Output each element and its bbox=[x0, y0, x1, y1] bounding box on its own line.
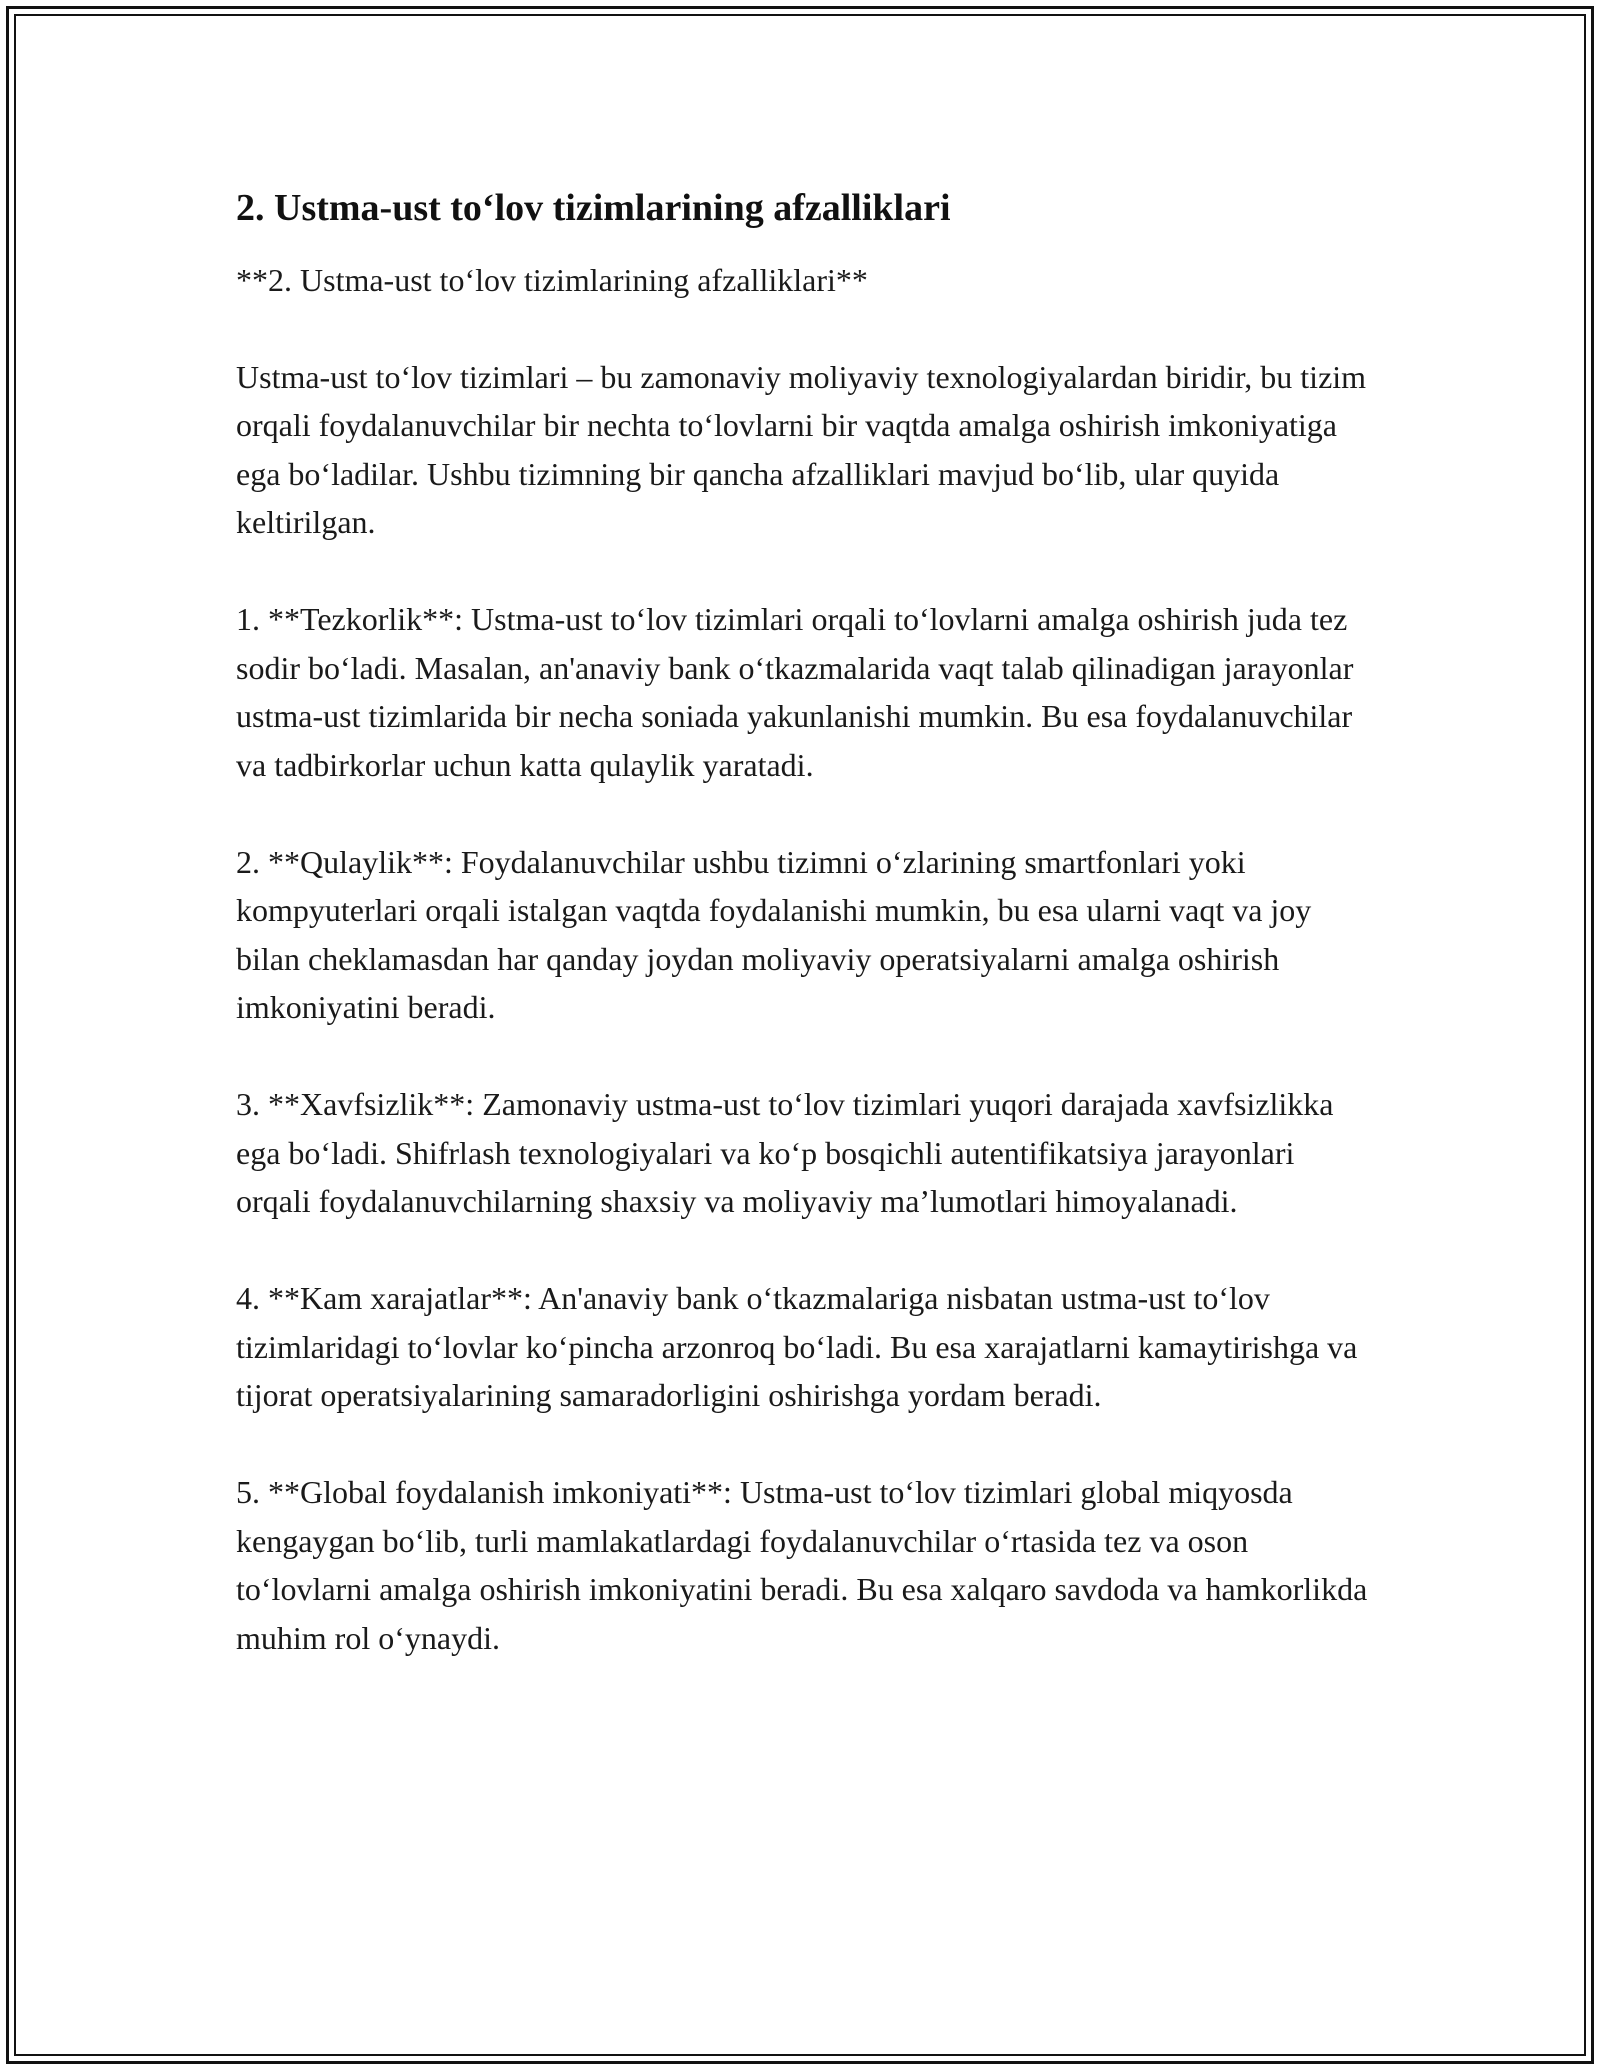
paragraph-item-4: 4. **Kam xarajatlar**: An'anaviy bank o‘tkazmalariga nisbatan ustma-ust to‘lov tizimlaridagi to‘lovlar ko‘pincha arzonroq bo‘ladi. Bu esa xarajatlarni kamaytirishga va tijorat operatsiyalarining samaradorligini oshirishga yordam beradi. bbox=[236, 1280, 1358, 1414]
paragraph-item-1: 1. **Tezkorlik**: Ustma-ust to‘lov tizimlari orqali to‘lovlarni amalga oshirish juda tez sodir bo‘ladi. Masalan, an'anaviy bank o‘tkazmalarida vaqt talab qilinadigan jarayonlar ustma-ust tizimlarida bir necha soniada yakunlanishi mumkin. Bu esa foydalanuvchilar va tadbirkorlar uchun katta qulaylik yaratadi. bbox=[236, 601, 1354, 783]
paragraph-intro: Ustma-ust to‘lov tizimlari – bu zamonaviy moliyaviy texnologiyalardan biridir, bu tizim orqali foydalanuvchilar bir nechta to‘lovlarni bir vaqtda amalga oshirish imkoniyatiga ega bo‘ladilar. Ushbu tizimning bir qancha afzalliklari mavjud bo‘lib, ular quyida keltirilgan. bbox=[236, 358, 1367, 541]
paragraph-item-2: 2. **Qulaylik**: Foydalanuvchilar ushbu tizimni o‘zlarining smartfonlari yoki kompyuterlari orqali istalgan vaqtda foydalanishi mumkin, bu esa ularni vaqt va joy bilan cheklamasdan har qanday joydan moliyaviy operatsiyalarni amalga oshirish imkoniyatini beradi. bbox=[236, 843, 1312, 1026]
document-page bbox=[236, 186, 1376, 1711]
paragraph-repeated-heading: **2. Ustma-ust to‘lov tizimlarining afzalliklari** bbox=[236, 261, 868, 298]
document-title: 2. Ustma-ust to‘lov tizimlarining afzalliklari bbox=[236, 187, 951, 229]
paragraph-item-3: 3. **Xavfsizlik**: Zamonaviy ustma-ust to‘lov tizimlari yuqori darajada xavfsizlikka ega bo‘ladi. Shifrlash texnologiyalari va ko‘p bosqichli autentifikatsiya jarayonlari orqali foydalanuvchilarning shaxsiy va moliyaviy ma’lumotlari himoyalanadi. bbox=[236, 1086, 1334, 1220]
paragraph-item-5: 5. **Global foydalanish imkoniyati**: Ustma-ust to‘lov tizimlari global miqyosda kengaygan bo‘lib, turli mamlakatlardagi foydalanuvchilar o‘rtasida tez va oson to‘lovlarni amalga oshirish imkoniyatini beradi. Bu esa xalqaro savdoda va hamkorlikda muhim rol o‘ynaydi. bbox=[236, 1474, 1368, 1656]
